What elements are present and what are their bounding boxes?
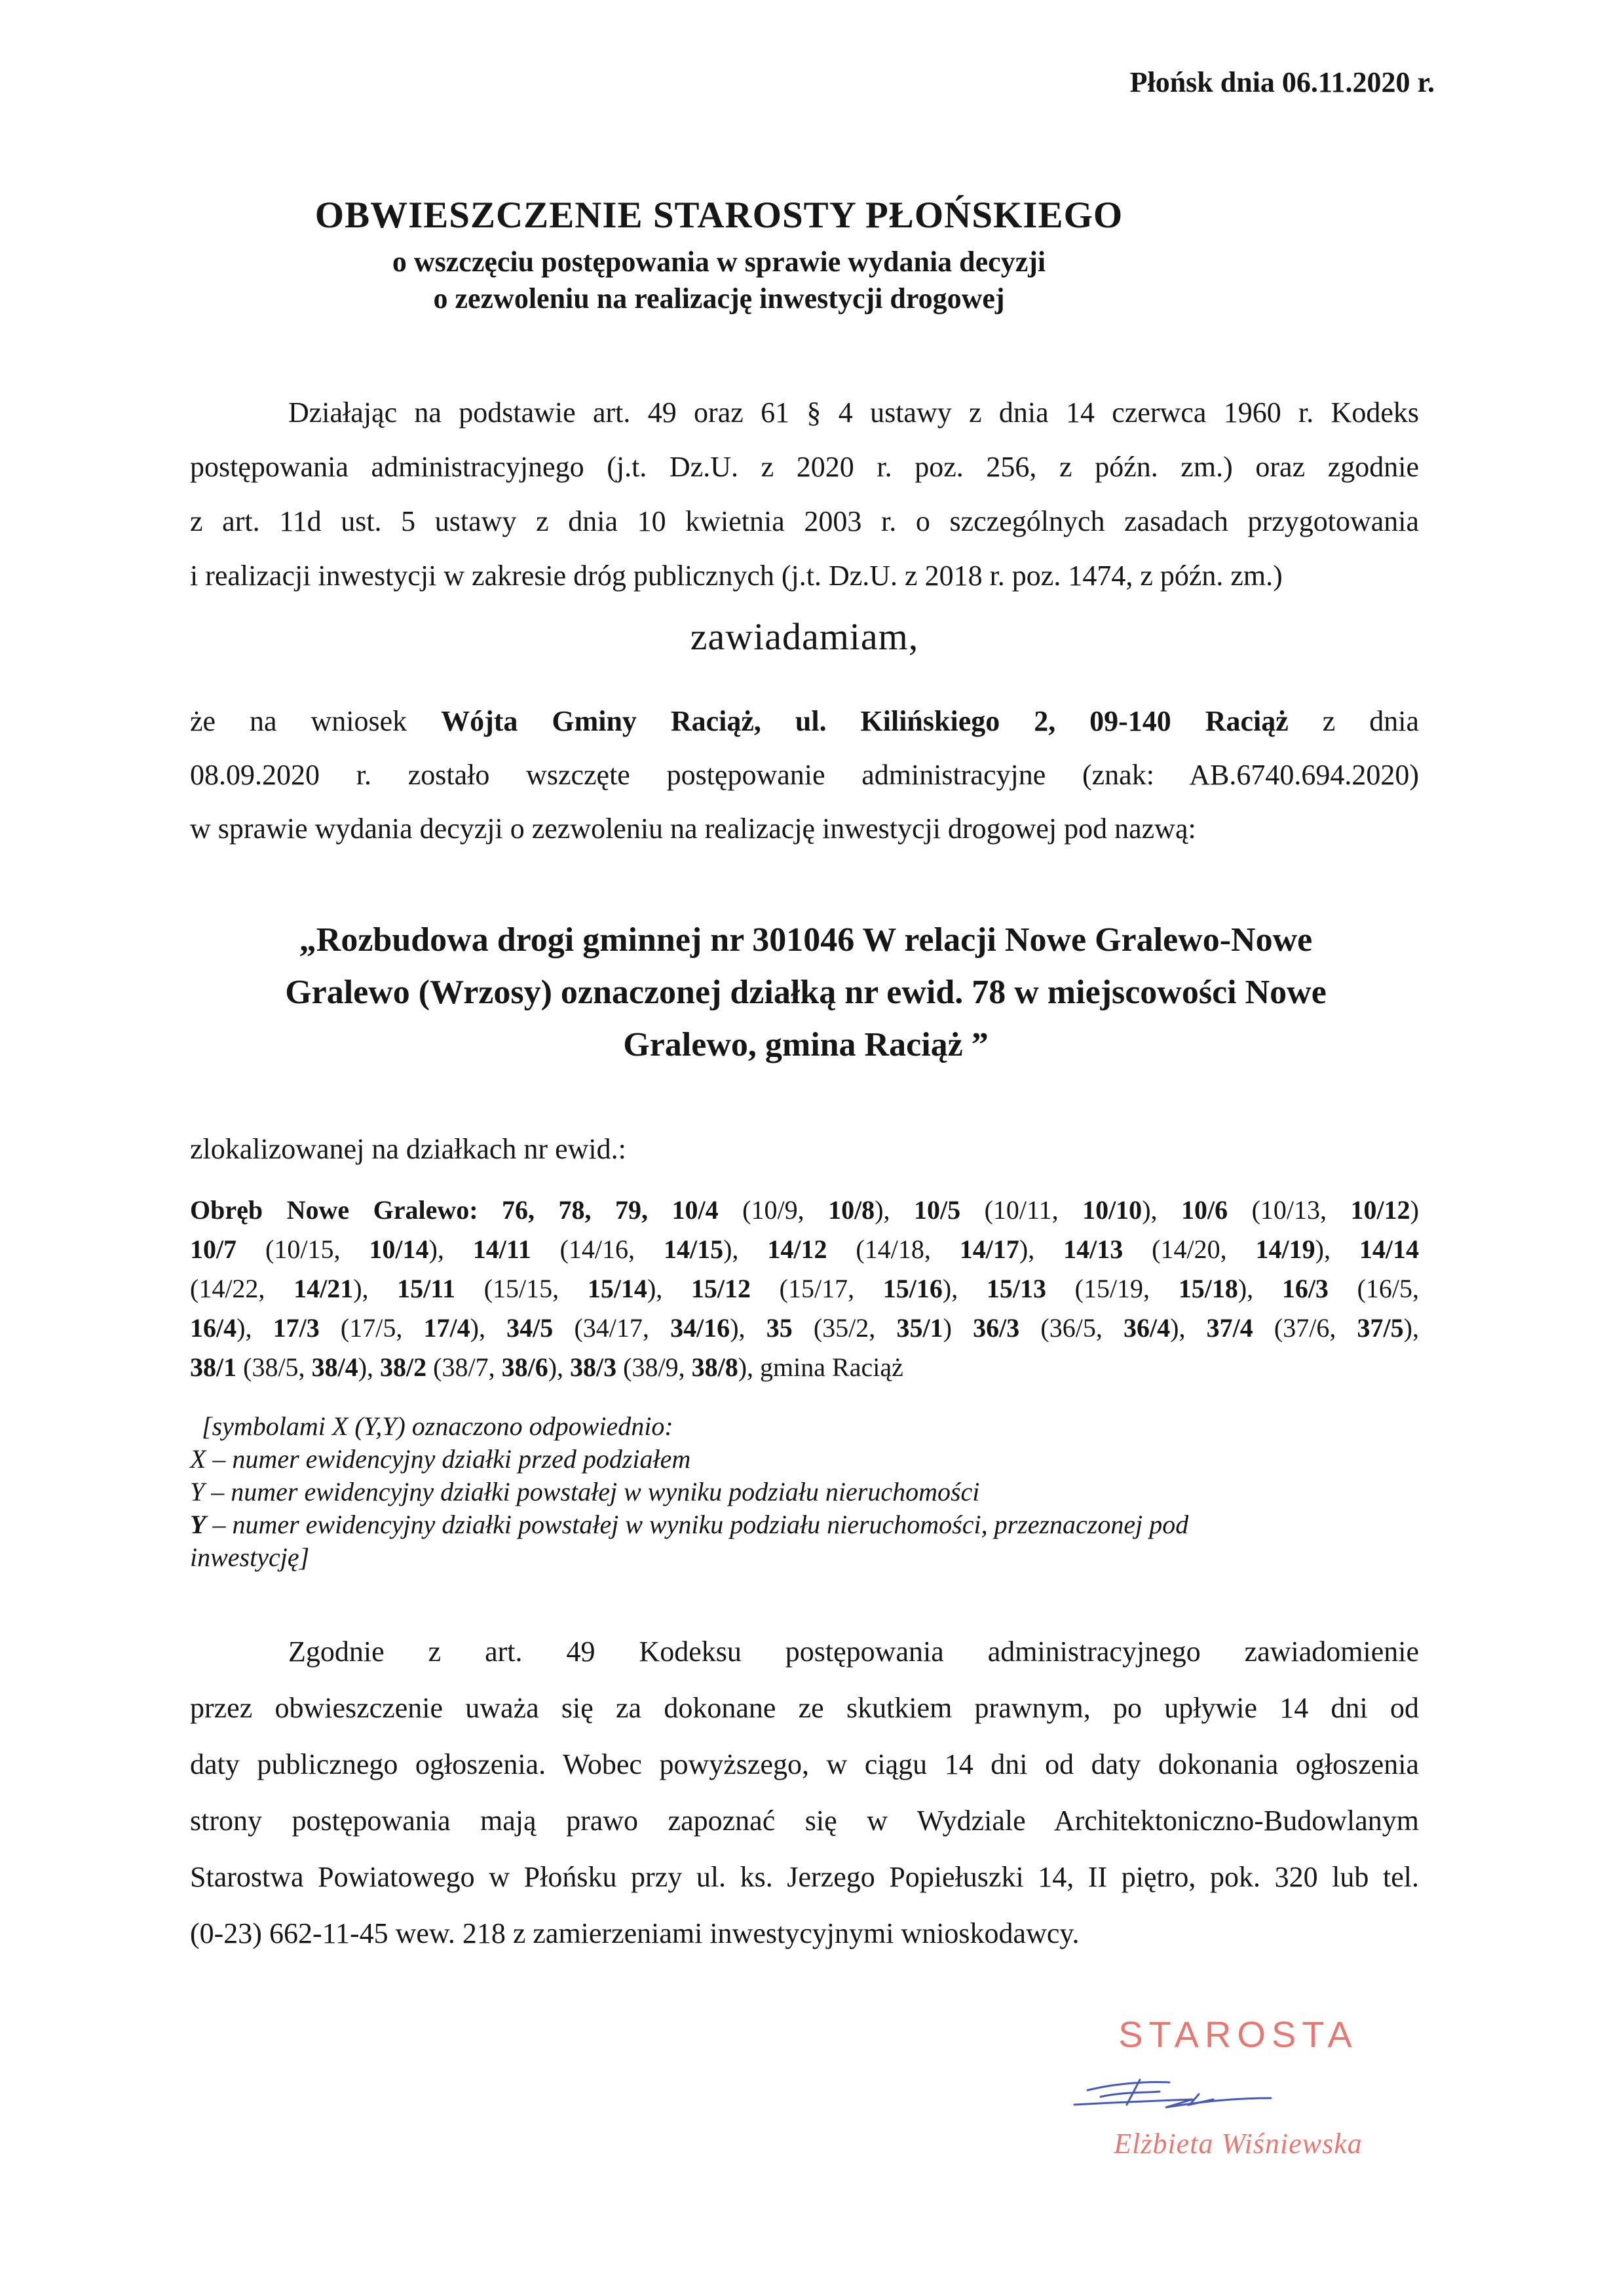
subtitle-line-2: o zezwoleniu na realizację inwestycji drogowej xyxy=(433,282,1005,315)
parcel-text: ), xyxy=(428,1234,473,1264)
legend-line-1: [symbolami X (Y,Y) oznaczono odpowiednio: xyxy=(202,1411,673,1441)
parcel-text: ), xyxy=(1170,1313,1207,1343)
parcel-text: (15/15, xyxy=(455,1274,588,1303)
parcel-line-3 xyxy=(190,1269,1419,1309)
parcel-text: (14/16, xyxy=(531,1234,664,1264)
document-subtitle xyxy=(183,244,1255,317)
parcel-number: 35/1 xyxy=(896,1313,943,1343)
applicant-name: Wójta Gminy Raciąż, ul. Kilińskiego 2, 09-140 Raciąż xyxy=(441,705,1289,737)
parcel-number: 16/3 xyxy=(1281,1274,1329,1303)
parcel-number: 14/19 xyxy=(1255,1234,1315,1264)
parcel-text: ), gmina Raciąż xyxy=(738,1352,903,1382)
parcel-text: (16/5, xyxy=(1328,1274,1420,1303)
parcel-line-5 xyxy=(190,1348,1419,1387)
parcel-text: (15/17, xyxy=(751,1274,883,1303)
parcel-text: (37/6, xyxy=(1253,1313,1357,1343)
parcel-number: 35 xyxy=(766,1313,793,1343)
application-line-3: w sprawie wydania decyzji o zezwoleniu na realizację inwestycji drogowej pod nazwą: xyxy=(190,813,1196,845)
parcel-number: 14/21 xyxy=(293,1274,354,1303)
parcel-number: 10/7 xyxy=(190,1234,237,1264)
parcel-number: 16/4 xyxy=(190,1313,237,1343)
parcel-text: (10/9, xyxy=(718,1195,829,1225)
parcel-number: 10/14 xyxy=(369,1234,429,1264)
parcel-text: (34/17, xyxy=(553,1313,671,1343)
parcel-text: ), xyxy=(723,1234,768,1264)
parcel-number: 15/16 xyxy=(882,1274,943,1303)
closing-line-1: Zgodnie z art. 49 Kodeksu postępowania administracyjnego zawiadomienie xyxy=(288,1636,1419,1668)
legal-basis-paragraph xyxy=(190,385,1419,603)
parcel-number: 38/1 xyxy=(190,1352,237,1382)
parcel-number: Obręb Nowe Gralewo: 76, 78, 79, 10/4 xyxy=(190,1195,719,1225)
parcel-text: ) xyxy=(1410,1195,1419,1225)
document-date: Płońsk dnia 06.11.2020 r. xyxy=(1129,66,1435,98)
parcel-number: 14/17 xyxy=(959,1234,1019,1264)
parcel-number: 38/3 xyxy=(570,1352,617,1382)
parcel-number: 14/14 xyxy=(1359,1234,1420,1264)
parcel-number: 17/4 xyxy=(423,1313,470,1343)
parcel-text: (38/5, xyxy=(236,1352,312,1382)
document-title: OBWIESZCZENIE STAROSTY PŁOŃSKIEGO xyxy=(314,195,1124,236)
parcel-text: ), xyxy=(548,1352,571,1382)
parcel-number: 14/13 xyxy=(1063,1234,1124,1264)
parcel-text: (35/2, xyxy=(792,1313,897,1343)
parcel-number: 14/11 xyxy=(472,1234,531,1264)
parcel-line-2 xyxy=(190,1230,1419,1269)
parcel-text: ), xyxy=(1403,1313,1419,1343)
legend-line-2: X – numer ewidencyjny działki przed podziałem xyxy=(190,1444,691,1474)
legal-basis-line-3: z art. 11d ust. 5 ustawy z dnia 10 kwietnia 2003 r. o szczególnych zasadach przygotowania xyxy=(190,505,1419,537)
parcel-number: 37/4 xyxy=(1206,1313,1253,1343)
application-paragraph xyxy=(190,695,1419,856)
parcel-number: 38/2 xyxy=(380,1352,427,1382)
parcel-text: ) xyxy=(943,1313,973,1343)
parcel-list xyxy=(190,1191,1419,1387)
parcel-number: 10/6 xyxy=(1181,1195,1228,1225)
parcel-number: 10/5 xyxy=(914,1195,961,1225)
parcel-number: 15/14 xyxy=(587,1274,647,1303)
parcel-line-1 xyxy=(190,1191,1419,1230)
parcel-number: 15/13 xyxy=(986,1274,1046,1303)
parcel-number: 14/12 xyxy=(767,1234,827,1264)
notify-heading: zawiadamiam, xyxy=(690,615,919,658)
parcel-text: ), xyxy=(942,1274,987,1303)
closing-line-3: daty publicznego ogłoszenia. Wobec powyższego, w ciągu 14 dni od daty dokonania ogłoszenia xyxy=(190,1748,1419,1780)
legal-basis-line-2: postępowania administracyjnego (j.t. Dz.U. z 2020 r. poz. 256, z późn. zm.) oraz zgodnie xyxy=(190,451,1419,483)
parcel-text: ), xyxy=(1315,1234,1359,1264)
project-name xyxy=(197,914,1415,1071)
parcel-number: 38/6 xyxy=(501,1352,548,1382)
legend-line-5: inwestycję] xyxy=(190,1542,310,1572)
parcel-text: (10/15, xyxy=(236,1234,369,1264)
stamp-name: Elżbieta Wiśniewska xyxy=(1114,2128,1363,2160)
project-name-line-3: Gralewo, gmina Raciąż ” xyxy=(623,1026,989,1063)
parcel-text: (10/11, xyxy=(960,1195,1083,1225)
stamp-title: STAROSTA xyxy=(1118,2014,1358,2055)
parcel-text: ), xyxy=(470,1313,507,1343)
parcel-text: ), xyxy=(730,1313,766,1343)
parcel-number: 36/4 xyxy=(1124,1313,1171,1343)
parcel-text: (14/18, xyxy=(827,1234,960,1264)
parcel-text: (38/7, xyxy=(426,1352,502,1382)
project-name-line-2: Gralewo (Wrzosy) oznaczonej działką nr ewid. 78 w miejscowości Nowe xyxy=(285,974,1327,1011)
parcel-number: 15/12 xyxy=(690,1274,751,1303)
parcel-number: 10/8 xyxy=(828,1195,875,1225)
parcel-number: 15/11 xyxy=(397,1274,456,1303)
closing-line-2: przez obwieszczenie uważa się za dokonane ze skutkiem prawnym, po upływie 14 dni od xyxy=(190,1692,1419,1724)
project-name-line-1: „Rozbudowa drogi gminnej nr 301046 W relacji Nowe Gralewo-Nowe xyxy=(299,921,1313,959)
legend-line-3: Y – numer ewidencyjny działki powstałej w wyniku podziału nieruchomości xyxy=(190,1477,980,1506)
parcel-text: ), xyxy=(1142,1195,1181,1225)
parcel-text: ), xyxy=(875,1195,914,1225)
legend-bold-symbol: Y xyxy=(190,1510,206,1539)
closing-paragraph xyxy=(190,1624,1419,1962)
parcel-text: (14/22, xyxy=(190,1274,294,1303)
parcel-number: 36/3 xyxy=(973,1313,1020,1343)
parcel-text: (17/5, xyxy=(319,1313,424,1343)
legal-basis-line-4: i realizacji inwestycji w zakresie dróg publicznych (j.t. Dz.U. z 2018 r. poz. 1474, z późn. zm.) xyxy=(190,560,1283,592)
parcel-text: ), xyxy=(358,1352,381,1382)
parcel-number: 38/4 xyxy=(311,1352,358,1382)
parcel-text: (14/20, xyxy=(1123,1234,1256,1264)
signature-mark xyxy=(1061,2064,1284,2123)
parcel-number: 38/8 xyxy=(691,1352,738,1382)
application-line-1 xyxy=(190,695,1419,748)
parcel-text: ), xyxy=(1237,1274,1282,1303)
legal-basis-line-1: Działając na podstawie art. 49 oraz 61 § 4 ustawy z dnia 14 czerwca 1960 r. Kodeks xyxy=(288,396,1419,429)
application-prefix: że na wniosek xyxy=(190,705,407,737)
parcel-number: 17/3 xyxy=(273,1313,320,1343)
parcel-text: (15/19, xyxy=(1046,1274,1179,1303)
parcel-number: 34/5 xyxy=(506,1313,554,1343)
parcel-text: (10/13, xyxy=(1228,1195,1351,1225)
subtitle-line-1: o wszczęciu postępowania w sprawie wydania decyzji xyxy=(392,246,1046,278)
parcel-number: 15/18 xyxy=(1178,1274,1238,1303)
parcel-number: 37/5 xyxy=(1357,1313,1404,1343)
application-suffix: z dnia xyxy=(1322,705,1419,737)
parcel-text: ), xyxy=(236,1313,273,1343)
parcel-number: 10/10 xyxy=(1082,1195,1142,1225)
closing-line-5: Starostwa Powiatowego w Płońsku przy ul. ks. Jerzego Popiełuszki 14, II piętro, pok. 320 lub tel. xyxy=(190,1861,1419,1893)
parcel-text: ), xyxy=(353,1274,398,1303)
parcel-text: ), xyxy=(647,1274,691,1303)
parcel-number: 10/12 xyxy=(1350,1195,1410,1225)
parcel-number: 34/16 xyxy=(670,1313,730,1343)
application-line-2: 08.09.2020 r. zostało wszczęte postępowanie administracyjne (znak: AB.6740.694.2020) xyxy=(190,759,1419,791)
parcel-number: 14/15 xyxy=(663,1234,724,1264)
parcel-text: ), xyxy=(1019,1234,1064,1264)
closing-line-4: strony postępowania mają prawo zapoznać się w Wydziale Architektoniczno-Budowlanym xyxy=(190,1805,1419,1837)
parcel-line-4 xyxy=(190,1309,1419,1348)
closing-line-6: (0-23) 662-11-45 wew. 218 z zamierzeniami inwestycyjnymi wnioskodawcy. xyxy=(190,1917,1080,1949)
parcel-text: (38/9, xyxy=(616,1352,692,1382)
legend-line-4-text: – numer ewidencyjny działki powstałej w wyniku podziału nieruchomości, przeznaczonej pod xyxy=(206,1510,1189,1539)
location-label: zlokalizowanej na działkach nr ewid.: xyxy=(190,1133,626,1165)
legend-line-4 xyxy=(190,1508,1419,1541)
parcel-text: (36/5, xyxy=(1019,1313,1124,1343)
symbol-legend xyxy=(190,1410,1419,1574)
